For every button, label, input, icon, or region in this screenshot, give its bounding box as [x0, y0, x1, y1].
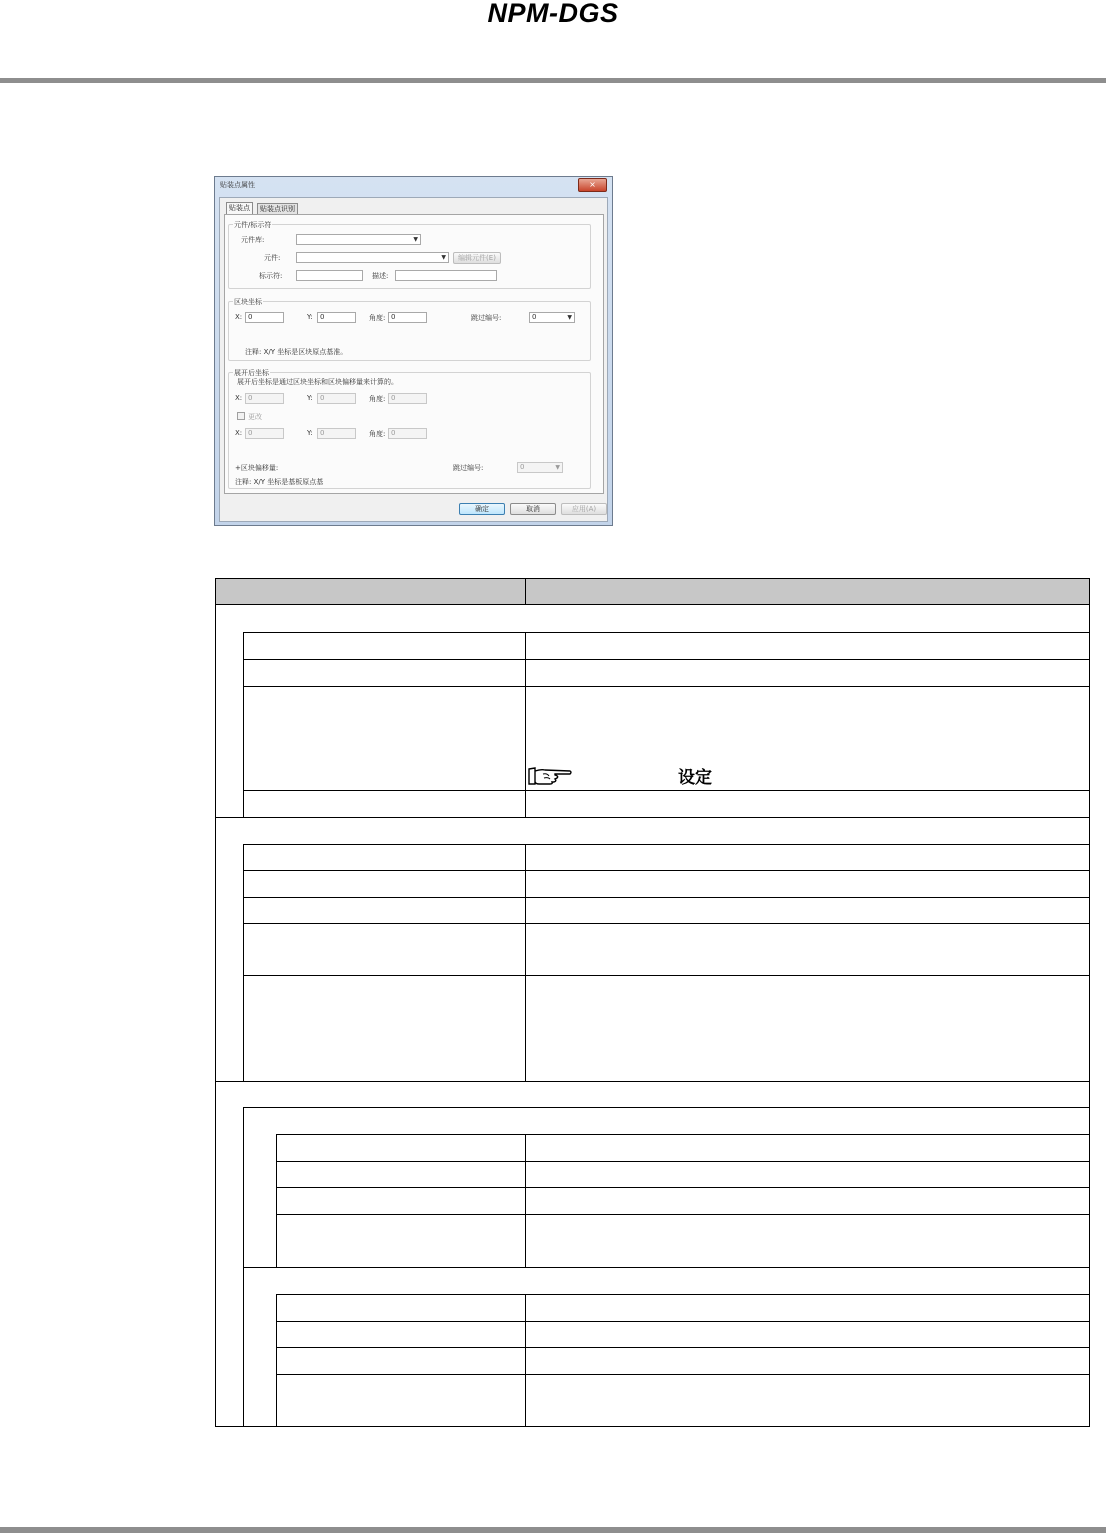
expanded-coords-note: 注释: X/Y 坐标是基板原点基 [235, 478, 324, 486]
table-row-line [276, 1214, 1090, 1215]
component-label: 元件: [264, 254, 281, 262]
block-coords-title: 区块坐标 [234, 298, 262, 306]
page-header-title: NPM-DGS [487, 0, 619, 28]
table-row-line [243, 923, 1090, 924]
block-y-field[interactable]: 0 [317, 312, 356, 323]
component-select[interactable] [296, 252, 449, 263]
chevron-down-icon: ▼ [567, 314, 572, 321]
expanded-angle-field: 0 [388, 393, 427, 404]
block-skip-label: 跳过编号: [471, 314, 502, 322]
table-indent-line [276, 1294, 277, 1427]
apply-button[interactable]: 应用(A) [561, 503, 607, 515]
block-angle-label: 角度: [369, 314, 386, 322]
expanded-x-field: 0 [245, 393, 284, 404]
table-row-line [243, 844, 1090, 845]
chevron-down-icon: ▼ [441, 254, 446, 261]
change-checkbox[interactable] [237, 412, 245, 420]
expanded-y2-field: 0 [317, 428, 356, 439]
block-coords-note: 注释: X/Y 坐标是区块原点基准。 [245, 348, 348, 356]
block-offset-label: +区块偏移量: [235, 464, 279, 472]
tab-placement-recognition[interactable]: 贴装点识别 [257, 203, 298, 215]
expanded-angle2-field: 0 [388, 428, 427, 439]
table-row-line [215, 817, 1090, 818]
table-column-divider [525, 1134, 526, 1267]
chevron-down-icon: ▼ [413, 236, 418, 243]
identifier-label: 标示符: [259, 272, 283, 280]
description-field[interactable] [395, 270, 497, 281]
expanded-skip-label: 跳过编号: [453, 464, 484, 472]
expanded-y-field: 0 [317, 393, 356, 404]
cancel-button[interactable]: 取消 [510, 503, 556, 515]
table-row-line [276, 1187, 1090, 1188]
edit-component-button[interactable]: 编辑元件(E) [453, 252, 501, 264]
ok-button[interactable]: 确定 [459, 503, 505, 515]
identifier-field[interactable] [296, 270, 363, 281]
expanded-angle2-label: 角度: [369, 430, 386, 438]
header-rule [0, 78, 1106, 83]
table-column-divider [525, 1294, 526, 1427]
dialog-title: 贴装点属性 [220, 181, 255, 189]
table-column-divider [525, 844, 526, 1082]
library-select[interactable] [296, 234, 421, 245]
pointing-hand-icon [527, 765, 573, 787]
table-row-line [243, 870, 1090, 871]
table-header-divider [525, 579, 526, 604]
reference-text: 设定 [678, 768, 712, 788]
table-right-border [1089, 605, 1090, 1427]
expanded-x2-field: 0 [245, 428, 284, 439]
placement-properties-dialog [214, 176, 613, 526]
expanded-x-label: X: [235, 394, 243, 402]
block-x-label: X: [235, 313, 243, 321]
block-y-label: Y: [307, 313, 313, 321]
table-header [215, 578, 1090, 605]
table-bottom-border [215, 1426, 1090, 1427]
close-button[interactable]: × [578, 178, 607, 192]
table-row-line [243, 897, 1090, 898]
expanded-coords-title: 展开后坐标 [234, 369, 269, 377]
table-row-line [243, 632, 1090, 633]
expanded-x2-label: X: [235, 429, 243, 437]
table-indent-line [243, 844, 244, 1082]
table-row-line [276, 1321, 1090, 1322]
footer-rule [0, 1527, 1106, 1533]
table-left-border [215, 605, 216, 1427]
component-group-title: 元件/标示符 [234, 221, 272, 229]
expanded-skip-select: 0 ▼ [517, 462, 563, 473]
tab-placement[interactable]: 贴装点 [226, 202, 253, 214]
table-row-line [243, 790, 1090, 791]
block-coords-group [228, 298, 591, 361]
table-row-line [243, 1267, 1090, 1268]
table-row-line [276, 1347, 1090, 1348]
table-row-line [276, 1161, 1090, 1162]
block-skip-select[interactable]: 0 ▼ [529, 312, 575, 323]
dialog-body [219, 197, 608, 522]
description-label: 描述: [372, 272, 389, 280]
expanded-coords-desc: 展开后坐标是通过区块坐标和区块偏移量来计算的。 [237, 378, 398, 386]
tab-panel [224, 214, 604, 494]
table-indent-line [276, 1134, 277, 1267]
table-row-line [243, 1107, 1090, 1108]
expanded-y-label: Y: [307, 394, 313, 402]
change-label: 更改 [248, 413, 262, 421]
library-label: 元件库: [241, 236, 265, 244]
table-row-line [215, 1081, 1090, 1082]
component-group [228, 221, 591, 289]
block-angle-field[interactable]: 0 [388, 312, 427, 323]
expanded-coords-group [228, 369, 591, 489]
table-row-line [276, 1294, 1090, 1295]
expanded-angle-label: 角度: [369, 395, 386, 403]
table-row-line [276, 1374, 1090, 1375]
table-row-line [243, 659, 1090, 660]
table-row-line [243, 975, 1090, 976]
table-row-line [276, 1134, 1090, 1135]
table-row-line [243, 686, 1090, 687]
expanded-y2-label: Y: [307, 429, 313, 437]
chevron-down-icon: ▼ [555, 464, 560, 471]
block-x-field[interactable]: 0 [245, 312, 284, 323]
